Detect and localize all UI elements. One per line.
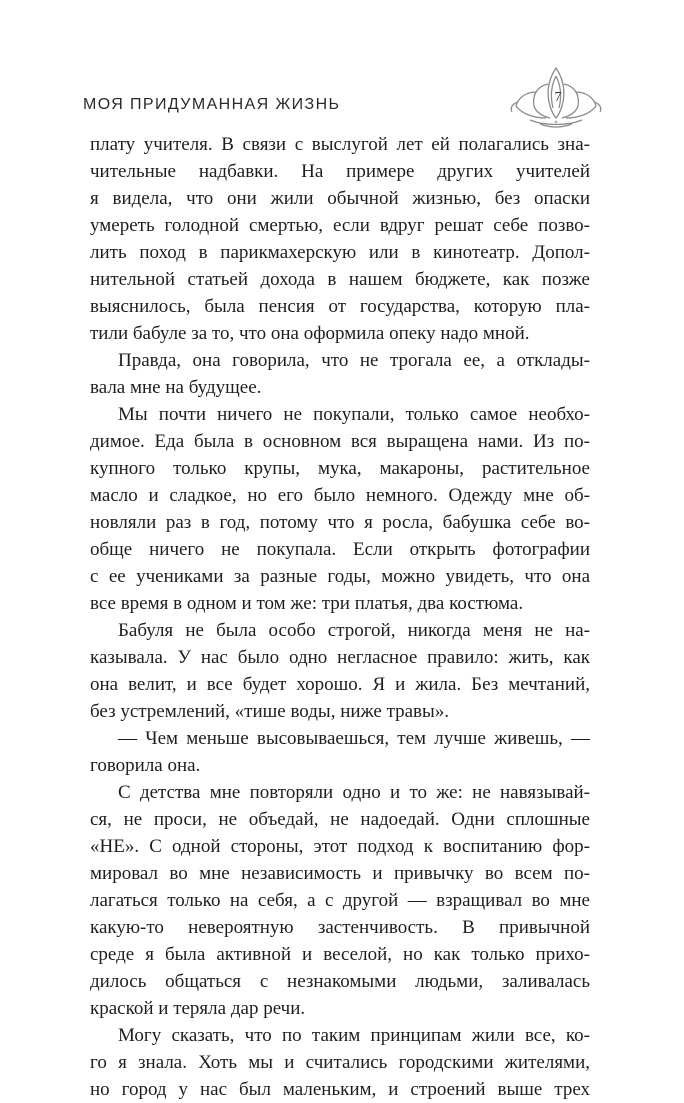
text-line: я видела, что они жили обычной жизнью, без опаски: [90, 188, 590, 209]
paragraph: [90, 725, 590, 779]
paragraph: [90, 131, 590, 347]
text-line: тили бабуле за то, что она оформила опеку надо мной.: [90, 323, 530, 344]
text-line: выяснилось, была пенсия от государства, которую пла-: [90, 296, 590, 317]
text-line: новляли раз в год, потому что я росла, бабушка себе во-: [90, 512, 590, 533]
text-line: говорила она.: [90, 755, 201, 776]
paragraph: [90, 779, 590, 1022]
text-line: димое. Еда была в основном вся выращена нами. Из по-: [90, 431, 590, 452]
text-line: масло и сладкое, но его было немного. Одежду мне об-: [90, 485, 590, 506]
text-line: мировал во мне независимость и привычку во всем по-: [90, 863, 590, 884]
paragraph: [90, 617, 590, 725]
text-line: лагаться только на себя, а с другой — взращивал во мне: [90, 890, 590, 911]
text-line: чительные надбавки. На примере других учителей: [90, 161, 590, 182]
text-line: лить поход в парикмахерскую или в кинотеатр. Допол-: [90, 242, 590, 263]
text-line: С детства мне повторяли одно и то же: не навязывай-: [118, 782, 590, 803]
text-line: без устремлений, «тише воды, ниже травы».: [90, 701, 450, 722]
text-line: обще ничего не покупала. Если открыть фотографии: [90, 539, 590, 560]
text-line: купного только крупы, мука, макароны, растительное: [90, 458, 590, 479]
text-line: Могу сказать, что по таким принципам жили все, ко-: [118, 1025, 590, 1046]
text-line: с ее учениками за разные годы, можно увидеть, что она: [90, 566, 590, 587]
paragraph: [90, 347, 590, 401]
paragraph: [90, 1022, 590, 1103]
text-line: — Чем меньше высовываешься, тем лучше живешь, —: [118, 728, 590, 749]
text-line: плату учителя. В связи с выслугой лет ей полагались зна-: [90, 134, 590, 155]
text-line: «НЕ». С одной стороны, этот подход к воспитанию фор-: [90, 836, 590, 857]
text-line: вала мне на будущее.: [90, 377, 262, 398]
text-line: все время в одном и том же: три платья, два костюма.: [90, 593, 524, 614]
text-line: го я знала. Хоть мы и считались городскими жителями,: [90, 1052, 590, 1073]
text-line: Бабуля не была особо строгой, никогда меня не на-: [118, 620, 590, 641]
paragraph: [90, 401, 590, 617]
text-line: Мы почти ничего не покупали, только самое необхо-: [118, 404, 590, 425]
text-line: Правда, она говорила, что не трогала ее, а отклады-: [118, 350, 590, 371]
text-line: краской и теряла дар речи.: [90, 998, 306, 1019]
text-line: среде я была активной и веселой, но как только прихо-: [90, 944, 590, 965]
text-line: какую-то невероятную застенчивость. В привычной: [90, 917, 590, 938]
body-text: [90, 131, 590, 1103]
text-line: казывала. У нас было одно негласное правило: жить, как: [90, 647, 590, 668]
text-line: дилось общаться с незнакомыми людьми, заливалась: [90, 971, 590, 992]
text-line: умереть голодной смертью, если вдруг решат себе позво-: [90, 215, 590, 236]
text-line: но город у нас был маленьким, и строений выше трех: [90, 1079, 590, 1100]
text-line: нительной статьей дохода в нашем бюджете, как позже: [90, 269, 590, 290]
running-head-title: МОЯ ПРИДУМАННАЯ ЖИЗНЬ: [83, 96, 341, 113]
page-number: 7: [554, 90, 562, 105]
text-line: она велит, и все будет хорошо. Я и жила. Без мечтаний,: [90, 674, 590, 695]
text-line: ся, не проси, не объедай, не надоедай. Одни сплошные: [90, 809, 590, 830]
